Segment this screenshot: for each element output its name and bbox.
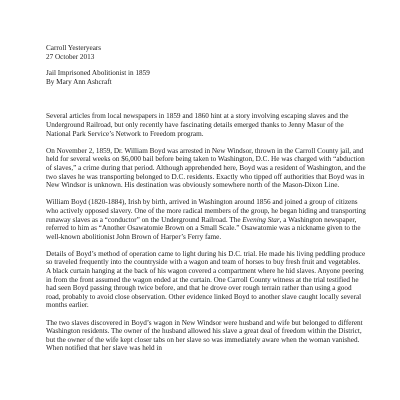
paragraph: Details of Boyd’s method of operation came to light during his D.C. trial. He made his living peddling produce so traveled frequently into the countryside with a wagon and team of horses to buy fresh fruit and vegetables. A black curtain hanging at the back of his wagon covered a compartment where he hid slaves. Anyone peering in from the front assumed the wagon ended at the curtain. One Carroll County witness at the trial testified he had seen Boyd passing through twice before, and that he drove over rough terrain rather than using a good road, probably to avoid close observation. Other evidence linked Boyd to another slave caught locally several months earlier. — [46, 249, 366, 310]
paragraph-text: William Boyd (1820-1884), Irish by birth, arrived in Washington around 1856 and joined a group of citizens who actively opposed slavery. One of the more radical members of the group, he began hiding and transporting runaway slaves as a “conductor” on the Underground Railroad. The — [46, 198, 366, 224]
article-title: Jail Imprisoned Abolitionist in 1859 — [46, 69, 150, 78]
paragraph: On November 2, 1859, Dr. William Boyd was arrested in New Windsor, thrown in the Carroll County jail, and held for several weeks on $6,000 bail before being taken to Washington, D.C. He was charged with “abduction of slaves,” a crime during that period. Although apprehended here, Boyd was a resident of Washington, and the two slaves he was transporting belonged to D.C. residents. Exactly who tipped off authorities that Boyd was in New Windsor is unknown. His destination was obviously somewhere north of the Mason-Dixon Line. — [46, 146, 366, 190]
paragraph: The two slaves discovered in Boyd’s wagon in New Windsor were husband and wife but belonged to different Washington residents. The owner of the husband allowed his slave a great deal of freedom within the District, but the owner of the wife kept closer tabs on her slave so was immediately aware when the woman vanished. When notified that her slave was held in — [46, 318, 363, 353]
newspaper-name: Evening Star — [242, 215, 280, 224]
publication-name: Carroll Yesteryears — [46, 44, 102, 52]
paragraph: Several articles from local newspapers in 1859 and 1860 hint at a story involving escaping slaves and the Underground Railroad, but only recently have fascinating details emerged thanks to Jenny Masur of the National Park Service’s Network to Freedom program. — [46, 112, 349, 138]
paragraph-text: , a Washington newspaper, referred to him as “Another Osawatomie Brown on a Small Scale.” Osawatomie was a nickname given to the well-known abolitionist John Brown of Harper’s Ferry fame. — [46, 215, 361, 241]
paragraph — [46, 198, 366, 241]
article — [46, 44, 366, 353]
article-byline: By Mary Ann Ashcraft — [46, 77, 112, 86]
article-date: 27 October 2013 — [46, 52, 95, 61]
